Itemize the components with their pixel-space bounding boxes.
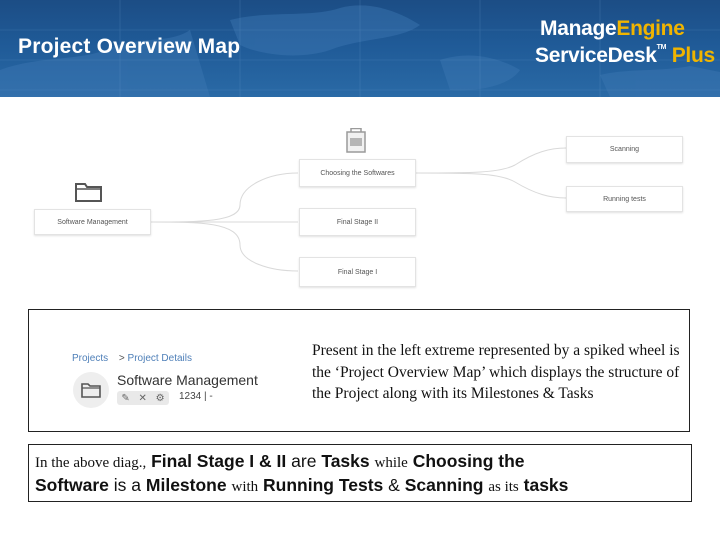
caption-line-2 — [35, 473, 568, 499]
edit-icon[interactable]: ✎ — [121, 392, 130, 404]
caption-text: is a — [113, 475, 142, 495]
caption-text: In the above diag., — [35, 455, 147, 471]
logo-servicedesk-text: ServiceDesk — [535, 44, 657, 67]
caption-text: & — [388, 475, 400, 495]
breadcrumb — [72, 353, 192, 364]
slide-title: Project Overview Map — [18, 35, 241, 58]
caption-text: tasks — [523, 475, 569, 495]
caption-text: as its — [488, 479, 519, 495]
map-node-root[interactable]: Software Management — [34, 209, 151, 235]
project-id-suffix: | - — [204, 391, 213, 402]
description-box — [28, 309, 690, 432]
map-node-milestone[interactable]: Choosing the Softwares — [299, 159, 416, 187]
project-id-value: 1234 — [179, 391, 202, 402]
close-icon[interactable]: ✕ — [138, 392, 147, 404]
logo-plus-text: Plus — [671, 44, 715, 67]
gear-icon[interactable]: ⚙ — [155, 392, 165, 404]
breadcrumb-projects-link[interactable]: Projects — [72, 353, 109, 364]
map-node-task[interactable]: Final Stage I — [299, 257, 416, 287]
breadcrumb-separator: > — [118, 353, 125, 364]
project-avatar — [73, 372, 109, 408]
folder-icon — [81, 382, 101, 398]
caption-text: are — [291, 451, 317, 471]
project-id — [179, 391, 213, 402]
folder-icon — [74, 180, 104, 204]
breadcrumb-current: Project Details — [127, 353, 192, 364]
project-name: Software Management — [117, 372, 258, 388]
caption-text: Milestone — [145, 475, 227, 495]
logo-tm-text: TM — [656, 44, 667, 51]
logo-engine-text: Engine — [616, 17, 685, 40]
caption-text: Choosing the — [412, 451, 525, 471]
caption-text: Software — [35, 475, 109, 495]
caption-text: with — [231, 479, 259, 495]
description-text: Present in the left extreme represented by a spiked wheel is the ‘Project Overview Map’ which displays the structure of the Project along with its Milestones & Tasks — [312, 342, 680, 402]
caption-text: Final Stage I & II — [151, 451, 287, 471]
caption-text: while — [374, 455, 408, 471]
caption-text: Running Tests — [263, 475, 384, 495]
map-node-subtask[interactable]: Scanning — [566, 136, 683, 163]
milestone-icon — [344, 128, 368, 156]
servicedesk-plus-logo — [535, 44, 715, 68]
caption-box — [28, 444, 692, 502]
slide-header — [0, 0, 720, 97]
project-toolbar — [117, 391, 169, 405]
caption-line-1 — [35, 449, 525, 475]
map-node-subtask[interactable]: Running tests — [566, 186, 683, 212]
caption-text: Tasks — [321, 451, 370, 471]
logo-manage-text: Manage — [540, 17, 617, 40]
manageengine-logo — [540, 17, 685, 41]
map-node-task[interactable]: Final Stage II — [299, 208, 416, 236]
caption-text: Scanning — [404, 475, 484, 495]
